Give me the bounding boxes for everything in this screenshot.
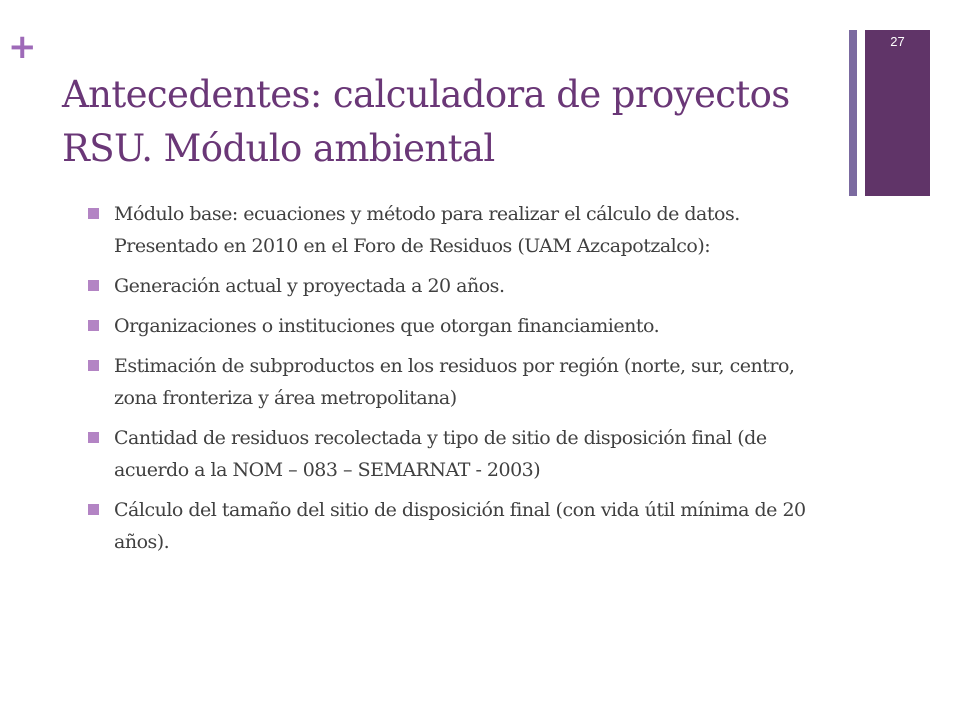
bullet-square-icon (88, 360, 99, 371)
bullet-item (88, 310, 838, 342)
bullet-square-icon (88, 280, 99, 291)
bullet-text: Generación actual y proyectada a 20 años. (114, 275, 505, 297)
slide-title: Antecedentes: calculadora de proyectos RSU. Módulo ambiental (62, 73, 790, 170)
bullet-item (88, 494, 838, 558)
bullet-text: Módulo base: ecuaciones y método para realizar el cálculo de datos. Presentado en 2010 en el Foro de Residuos (UAM Azcapotzalco): (114, 203, 740, 257)
bullet-item (88, 422, 838, 486)
slide-number-panel (865, 30, 930, 196)
bullet-item (88, 198, 838, 262)
bullet-text: Cálculo del tamaño del sitio de disposición final (con vida útil mínima de 20 años). (114, 499, 806, 553)
bullet-list (88, 198, 838, 566)
plus-decoration: + (8, 27, 37, 67)
bullet-text: Cantidad de residuos recolectada y tipo de sitio de disposición final (de acuerdo a la NOM – 083 – SEMARNAT - 2003) (114, 427, 767, 481)
accent-bar (849, 30, 857, 196)
bullet-text: Organizaciones o instituciones que otorgan financiamiento. (114, 315, 660, 337)
slide-number: 27 (890, 34, 905, 49)
bullet-square-icon (88, 208, 99, 219)
bullet-text: Estimación de subproductos en los residuos por región (norte, sur, centro, zona fronteriza y área metropolitana) (114, 355, 795, 409)
bullet-item (88, 350, 838, 414)
bullet-item (88, 270, 838, 302)
bullet-square-icon (88, 504, 99, 515)
bullet-square-icon (88, 320, 99, 331)
bullet-square-icon (88, 432, 99, 443)
